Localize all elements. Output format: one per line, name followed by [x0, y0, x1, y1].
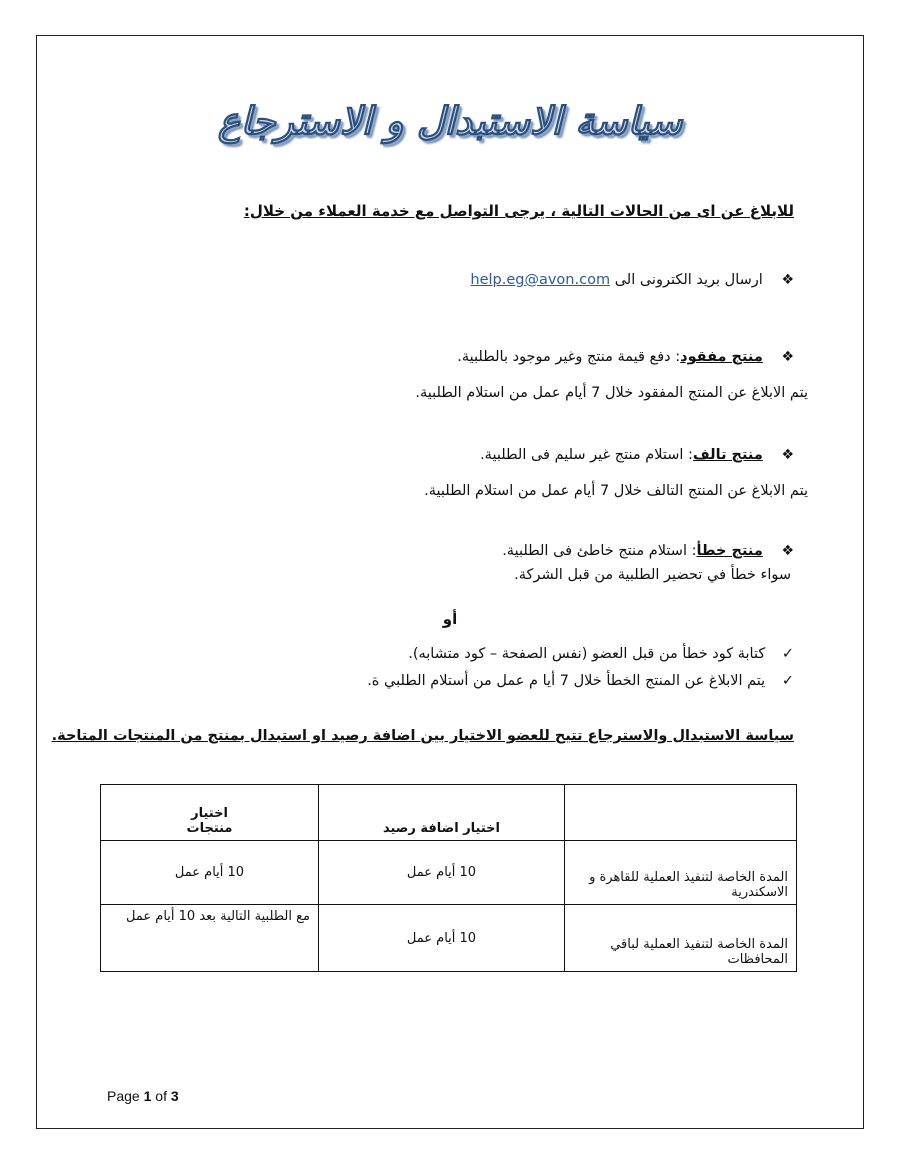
check-text: كتابة كود خطأ من قبل العضو (نفس الصفحة – كود متشابه). — [408, 646, 766, 662]
page-word: Page — [107, 1088, 140, 1104]
table-cell: 10 أيام عمل — [319, 905, 565, 972]
or-separator: أو — [442, 610, 458, 628]
table-header-credit: اختيار اضافة رصيد — [319, 785, 565, 841]
diamond-bullet-icon: ❖ — [781, 543, 794, 559]
page-footer — [107, 1088, 179, 1104]
table-header-products: اختيار منتجات — [101, 785, 319, 841]
diamond-bullet-icon: ❖ — [781, 272, 794, 288]
table-cell: 10 أيام عمل — [319, 841, 565, 905]
diamond-bullet-icon: ❖ — [781, 349, 794, 365]
table-cell: المدة الخاصة لتنفيذ العملية لباقي المحافظات — [565, 905, 797, 972]
intro-text: للابلاغ عن اى من الحالات التالية ، يرجى التواصل مع خدمة العملاء من خلال: — [243, 202, 794, 220]
missing-bullet — [457, 349, 794, 365]
wrong-sub: سواء خطأ في تحضير الطلبية من قبل الشركة. — [514, 567, 791, 583]
table-row — [101, 905, 797, 972]
of-word: of — [155, 1088, 167, 1104]
table-header-row — [101, 785, 797, 841]
processing-time-table — [100, 784, 797, 972]
damaged-note: يتم الابلاغ عن المنتج التالف خلال 7 أيام عمل من استلام الطلبية. — [424, 483, 808, 499]
missing-note: يتم الابلاغ عن المنتج المفقود خلال 7 أيام عمل من استلام الطلبية. — [415, 385, 808, 401]
wrong-label: منتج خطأ — [696, 543, 763, 559]
table-row — [101, 841, 797, 905]
diamond-bullet-icon: ❖ — [781, 447, 794, 463]
damaged-bullet — [480, 447, 794, 463]
table-header-empty — [565, 785, 797, 841]
checkmark-icon: ✓ — [781, 646, 794, 662]
checkmark-icon: ✓ — [781, 673, 794, 689]
policy-statement: سياسة الاستبدال والاسترجاع تتيح للعضو الاختيار بين اضافة رصيد او استبدال بمنتج من المنتجات المتاحة. — [51, 728, 794, 744]
email-bullet-text: ارسال بريد الكترونى الى — [614, 272, 763, 288]
page-current: 1 — [143, 1088, 152, 1104]
table-cell: مع الطلبية التالية بعد 10 أيام عمل — [101, 905, 319, 972]
email-bullet — [470, 272, 794, 288]
email-link[interactable]: help.eg@avon.com — [470, 272, 611, 288]
page-total: 3 — [170, 1088, 179, 1104]
missing-text: : دفع قيمة منتج وغير موجود بالطلبية. — [457, 349, 681, 365]
document-title: سياسة الاستبدال و الاسترجاع — [217, 98, 683, 143]
check-text: يتم الابلاغ عن المنتج الخطأ خلال 7 أيا م عمل من أستلام الطلبي ة. — [367, 673, 766, 689]
check-item-2 — [367, 673, 794, 689]
table-cell: المدة الخاصة لتنفيذ العملية للقاهرة و الاسكندرية — [565, 841, 797, 905]
missing-label: منتج مفقود — [680, 349, 763, 365]
damaged-text: : استلام منتج غير سليم فى الطلبية. — [480, 447, 693, 463]
check-item-1 — [408, 646, 794, 662]
wrong-bullet — [502, 543, 794, 559]
damaged-label: منتج تالف — [692, 447, 763, 463]
wrong-text: : استلام منتج خاطئ فى الطلبية. — [502, 543, 697, 559]
table-cell: 10 أيام عمل — [101, 841, 319, 905]
